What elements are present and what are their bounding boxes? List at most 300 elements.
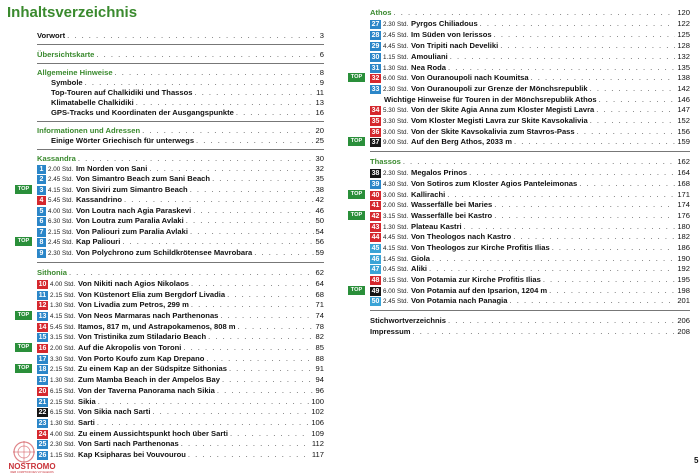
entry-page-number: 192 (677, 264, 690, 273)
tour-entry[interactable] (17, 311, 324, 321)
toc-entry[interactable] (370, 316, 690, 326)
tour-duration: 2.45 Std. (48, 239, 74, 246)
entry-page-number: 159 (677, 137, 690, 146)
entry-page-number: 198 (677, 286, 690, 295)
tour-number-badge: 18 (38, 366, 47, 373)
leader-dots (96, 50, 317, 60)
leader-dots (510, 296, 676, 306)
toc-entry[interactable] (37, 31, 324, 41)
entry-label: Von Loutra zum Paralia Avlaki (76, 216, 184, 225)
entry-label: Kallirachi (411, 190, 446, 199)
entry-page-number: 88 (315, 354, 324, 363)
toc-entry[interactable] (370, 8, 690, 18)
entry-page-number: 8 (319, 68, 324, 77)
tour-entry[interactable] (370, 243, 690, 253)
entry-label: Zu einem Aussichtspunkt hoch über Sarti (78, 429, 228, 438)
tour-number-badge: 37 (371, 139, 380, 146)
leader-dots (67, 31, 318, 41)
entry-label: Klimatabelle Chalkidiki (51, 98, 134, 107)
tour-entry[interactable] (370, 222, 690, 232)
leader-dots (448, 63, 675, 73)
leader-dots (577, 127, 676, 137)
section-divider (37, 149, 324, 150)
leader-dots (196, 136, 314, 146)
tour-entry[interactable] (37, 164, 324, 174)
tour-duration: 1.30 Std. (383, 224, 409, 231)
entry-label: Kap Ksipharas bei Vouvourou (78, 450, 186, 459)
entry-label: Top-Touren auf Chalkidiki und Thassos (51, 88, 193, 97)
section-divider (37, 121, 324, 122)
tour-number-badge: 38 (371, 170, 380, 177)
tour-number-badge: 2 (37, 175, 46, 184)
tour-entry[interactable] (37, 174, 324, 184)
toc-entry[interactable] (37, 126, 324, 136)
tour-duration: 1.15 Std. (383, 54, 409, 61)
top-tour-badge: TOP (15, 364, 32, 373)
leader-dots (206, 354, 313, 364)
tour-entry[interactable] (350, 286, 690, 296)
entry-label: Kassandrino (76, 195, 122, 204)
tour-duration: 4.00 Std. (50, 431, 76, 438)
entry-label: Thassos (370, 157, 401, 166)
tour-number-badge: 41 (371, 202, 380, 209)
leader-dots (85, 78, 318, 88)
tour-entry[interactable] (370, 200, 690, 210)
entry-label: Auf den Berg Athos, 2033 m (411, 137, 512, 146)
entry-page-number: 59 (315, 248, 324, 257)
leader-dots (236, 108, 314, 118)
leader-dots (188, 450, 310, 460)
leader-dots (549, 286, 675, 296)
tour-entry[interactable] (37, 418, 324, 428)
tour-number-badge: 3 (37, 186, 46, 195)
tour-entry[interactable] (37, 439, 324, 449)
tour-entry[interactable] (370, 264, 690, 274)
leader-dots (513, 232, 675, 242)
top-tour-badge: TOP (15, 343, 32, 352)
tour-duration: 3.30 Std. (50, 356, 76, 363)
tour-duration: 2.15 Std. (50, 366, 76, 373)
leader-dots (413, 327, 676, 337)
top-tour-badge: TOP (15, 311, 32, 320)
tour-duration: 5.45 Std. (48, 197, 74, 204)
leader-dots (599, 95, 676, 105)
tour-entry[interactable] (370, 275, 690, 285)
tour-number-badge: 30 (371, 54, 380, 61)
entry-label: Von Potamia zur Kirche Profitis Ilias (411, 275, 541, 284)
entry-label: Athos (370, 8, 392, 17)
tour-number-badge: 13 (38, 313, 47, 320)
section-divider (37, 44, 324, 45)
entry-page-number: 208 (677, 327, 690, 336)
tour-number-badge: 46 (371, 256, 380, 263)
toc-entry[interactable] (37, 50, 324, 60)
tour-entry[interactable] (370, 232, 690, 242)
tour-number-badge: 40 (371, 192, 380, 199)
tour-entry[interactable] (37, 248, 324, 258)
entry-label: Von Polychrono zum Schildkrötensee Mavrobara (76, 248, 253, 257)
leader-dots (229, 364, 314, 374)
entry-label: Wasserfälle bei Kastro (411, 211, 493, 220)
entry-label: Im Süden von Ierissos (411, 30, 492, 39)
entry-page-number: 112 (311, 439, 324, 448)
tour-duration: 6.00 Std. (383, 288, 409, 295)
entry-label: Von der Skite Agia Anna zum Kloster Megisti Lavra (411, 105, 595, 114)
tour-number-badge: 21 (38, 399, 47, 406)
tour-number-badge: 8 (37, 238, 46, 247)
entry-page-number: 102 (311, 407, 324, 416)
entry-label: Von Neos Marmaras nach Parthenonas (78, 311, 219, 320)
entry-page-number: 109 (311, 429, 324, 438)
leader-dots (514, 137, 675, 147)
tour-duration: 3.00 Std. (383, 192, 409, 199)
entry-page-number: 82 (315, 332, 324, 341)
tour-duration: 9.00 Std. (383, 139, 409, 146)
leader-dots (450, 52, 676, 62)
entry-page-number: 9 (319, 78, 324, 87)
tour-entry[interactable] (350, 211, 690, 221)
leader-dots (254, 248, 313, 258)
tour-number-badge: 10 (38, 281, 47, 288)
entry-label: Von Nikiti nach Agios Nikolaos (78, 279, 189, 288)
tour-entry[interactable] (37, 407, 324, 417)
entry-page-number: 94 (315, 375, 324, 384)
tour-number-badge: 11 (38, 292, 47, 299)
tour-entry[interactable] (370, 168, 690, 178)
tour-entry[interactable] (37, 322, 324, 332)
tour-number-badge: 39 (371, 181, 380, 188)
tour-duration: 4.30 Std. (383, 181, 409, 188)
tour-number-badge: 45 (371, 245, 380, 252)
tour-number-badge: 5 (37, 207, 46, 216)
tour-number-badge: 7 (37, 228, 46, 237)
tour-entry[interactable] (17, 237, 324, 247)
tour-duration: 6.30 Std. (48, 218, 74, 225)
tour-number-badge: 50 (371, 298, 380, 305)
leader-dots (230, 429, 309, 439)
entry-page-number: 125 (677, 30, 690, 39)
entry-label: Megalos Prinos (411, 168, 468, 177)
section-divider (37, 63, 324, 64)
entry-page-number: 142 (677, 84, 690, 93)
tour-duration: 4.45 Std. (383, 43, 409, 50)
tour-duration: 1.30 Std. (50, 302, 76, 309)
entry-label: Von der Skite Kavsokalivia zum Stavros-Pass (411, 127, 575, 136)
leader-dots (136, 98, 314, 108)
leader-dots (531, 73, 676, 83)
entry-page-number: 156 (677, 127, 690, 136)
toc-entry[interactable] (37, 136, 324, 146)
section-divider (37, 262, 324, 263)
leader-dots (98, 397, 310, 407)
entry-label: Wasserfälle bei Maries (411, 200, 493, 209)
tour-duration: 1.30 Std. (50, 377, 76, 384)
tour-number-badge: 27 (371, 21, 380, 28)
tour-entry[interactable] (370, 30, 690, 40)
tour-entry[interactable] (37, 290, 324, 300)
tour-number-badge: 4 (37, 196, 46, 205)
tour-duration: 6.15 Std. (50, 388, 76, 395)
tour-entry[interactable] (350, 190, 690, 200)
entry-page-number: 50 (315, 216, 324, 225)
entry-page-number: 74 (315, 311, 324, 320)
tour-number-badge: 43 (371, 224, 380, 231)
entry-page-number: 11 (316, 88, 324, 97)
tour-entry[interactable] (37, 354, 324, 364)
entry-label: Im Norden von Sani (76, 164, 148, 173)
tour-number-badge: 32 (371, 75, 380, 82)
tour-number-badge: 14 (38, 324, 47, 331)
tour-entry[interactable] (370, 296, 690, 306)
entry-label: Von Paliouri zum Paralia Avlaki (76, 227, 188, 236)
leader-dots (238, 322, 314, 332)
entry-page-number: 91 (315, 364, 324, 373)
tour-number-badge: 9 (37, 249, 46, 258)
entry-label: Wichtige Hinweise für Touren in der Mönchsrepublik Athos (384, 95, 597, 104)
leader-dots (152, 407, 309, 417)
tour-number-badge: 12 (38, 302, 47, 309)
leader-dots (142, 126, 313, 136)
leader-dots (149, 164, 313, 174)
entry-page-number: 186 (677, 243, 690, 252)
tour-duration: 6.00 Std. (383, 75, 409, 82)
tour-duration: 1.45 Std. (383, 256, 409, 263)
leader-dots (447, 190, 675, 200)
entry-label: Von Sotiros zum Kloster Agios Panteleimonas (411, 179, 578, 188)
entry-label: Aliki (411, 264, 428, 273)
tour-entry[interactable] (17, 185, 324, 195)
entry-label: Von Potamia auf den Ipsarion, 1204 m (411, 286, 548, 295)
tour-entry[interactable] (37, 332, 324, 342)
tour-entry[interactable] (17, 343, 324, 353)
tour-duration: 2.30 Std. (50, 441, 76, 448)
entry-label: Von Küstenort Elia zum Bergdorf Livadia (78, 290, 226, 299)
page-title: Inhaltsverzeichnis (7, 4, 138, 21)
toc-entry[interactable] (37, 98, 324, 108)
entry-label: Itamos, 817 m, und Astrapokamenos, 808 m (78, 322, 236, 331)
tour-entry[interactable] (370, 127, 690, 137)
tour-number-badge: 1 (37, 165, 46, 174)
nostromo-logo (2, 440, 62, 474)
leader-dots (183, 343, 313, 353)
entry-label: Von der Taverna Panorama nach Sikia (78, 386, 215, 395)
entry-label: Plateau Kastri (411, 222, 462, 231)
leader-dots (222, 375, 314, 385)
tour-entry[interactable] (370, 179, 690, 189)
entry-page-number: 128 (677, 41, 690, 50)
entry-page-number: 64 (315, 279, 324, 288)
tour-duration: 4.00 Std. (50, 281, 76, 288)
tour-entry[interactable] (370, 52, 690, 62)
entry-page-number: 135 (677, 63, 690, 72)
tour-entry[interactable] (370, 19, 690, 29)
tour-number-badge: 15 (38, 334, 47, 341)
tour-duration: 6.15 Std. (50, 409, 76, 416)
entry-page-number: 78 (315, 322, 324, 331)
section-divider (370, 310, 690, 311)
tour-number-badge: 16 (38, 345, 47, 352)
entry-label: Nea Roda (411, 63, 447, 72)
entry-label: Auf die Akropolis von Toroni (78, 343, 182, 352)
tour-duration: 1.30 Std. (50, 420, 76, 427)
leader-dots (217, 386, 314, 396)
entry-page-number: 68 (315, 290, 324, 299)
tour-entry[interactable] (350, 137, 690, 147)
leader-dots (191, 279, 314, 289)
entry-page-number: 182 (677, 232, 690, 241)
leader-dots (469, 168, 675, 178)
tour-duration: 8.15 Std. (383, 277, 409, 284)
tour-duration: 2.45 Std. (48, 176, 74, 183)
leader-dots (500, 41, 675, 51)
tour-entry[interactable] (17, 364, 324, 374)
entry-label: Von Theologos nach Kastro (411, 232, 512, 241)
tour-entry[interactable] (350, 73, 690, 83)
tour-duration: 5.30 Std. (383, 107, 409, 114)
top-tour-badge: TOP (348, 286, 365, 295)
leader-dots (494, 200, 675, 210)
entry-page-number: 13 (315, 98, 324, 107)
leader-dots (191, 300, 314, 310)
top-tour-badge: TOP (15, 185, 32, 194)
tour-duration: 3.15 Std. (383, 213, 409, 220)
leader-dots (194, 88, 314, 98)
tour-number-badge: 31 (371, 65, 380, 72)
tour-number-badge: 44 (371, 234, 380, 241)
tour-entry[interactable] (370, 84, 690, 94)
entry-label: Giola (411, 254, 430, 263)
toc-entry[interactable] (37, 108, 324, 118)
tour-duration: 2.15 Std. (50, 399, 76, 406)
tour-number-badge: 34 (371, 107, 380, 114)
entry-page-number: 6 (319, 50, 324, 59)
tour-entry[interactable] (37, 450, 324, 460)
tour-number-badge: 49 (371, 288, 380, 295)
entry-label: Übersichtskarte (37, 50, 95, 59)
toc-entry[interactable] (370, 157, 690, 167)
toc-entry[interactable] (37, 88, 324, 98)
top-tour-badge: TOP (348, 137, 365, 146)
top-tour-badge: TOP (348, 211, 365, 220)
toc-entry[interactable] (370, 95, 690, 105)
tour-entry[interactable] (37, 279, 324, 289)
entry-label: Von Tristinika zum Stiladario Beach (78, 332, 207, 341)
entry-label: Zum Mamba Beach in der Ampelos Bay (78, 375, 220, 384)
entry-page-number: 71 (315, 300, 324, 309)
entry-page-number: 190 (677, 254, 690, 263)
toc-entry[interactable] (37, 154, 324, 164)
tour-entry[interactable] (37, 206, 324, 216)
tour-entry[interactable] (370, 254, 690, 264)
toc-entry[interactable] (370, 327, 690, 337)
entry-label: GPS-Tracks und Koordinaten der Ausgangspunkte (51, 108, 234, 117)
leader-dots (429, 264, 675, 274)
tour-entry[interactable] (37, 216, 324, 226)
svg-text:WEB COMPTOIR DES VOYAGEURS: WEB COMPTOIR DES VOYAGEURS (10, 471, 54, 474)
leader-dots (596, 105, 675, 115)
tour-entry[interactable] (37, 375, 324, 385)
tour-duration: 4.00 Std. (48, 208, 74, 215)
tour-duration: 2.15 Std. (48, 229, 74, 236)
leader-dots (394, 8, 676, 18)
tour-entry[interactable] (370, 63, 690, 73)
top-tour-badge: TOP (15, 237, 32, 246)
tour-number-badge: 48 (371, 277, 380, 284)
entry-page-number: 100 (311, 397, 324, 406)
page-number: 5 (694, 456, 699, 465)
entry-page-number: 32 (315, 164, 324, 173)
entry-label: Vorwort (37, 31, 66, 40)
leader-dots (579, 179, 675, 189)
tour-duration: 3.00 Std. (383, 129, 409, 136)
tour-duration: 2.45 Std. (383, 298, 409, 305)
entry-label: Informationen und Adressen (37, 126, 141, 135)
entry-page-number: 38 (315, 185, 324, 194)
tour-entry[interactable] (37, 195, 324, 205)
tour-duration: 4.15 Std. (50, 313, 76, 320)
tour-entry[interactable] (37, 227, 324, 237)
entry-label: Von Ouranoupoli nach Koumitsa (411, 73, 529, 82)
leader-dots (186, 216, 314, 226)
leader-dots (190, 185, 314, 195)
entry-page-number: 138 (677, 73, 690, 82)
toc-entry[interactable] (37, 78, 324, 88)
tour-number-badge: 25 (38, 441, 47, 448)
entry-label: Von Sarti nach Parthenonas (78, 439, 179, 448)
leader-dots (432, 254, 675, 264)
tour-entry[interactable] (37, 386, 324, 396)
leader-dots (552, 243, 676, 253)
tour-entry[interactable] (37, 397, 324, 407)
entry-page-number: 132 (677, 52, 690, 61)
tour-entry[interactable] (37, 300, 324, 310)
entry-label: Sithonia (37, 268, 67, 277)
entry-page-number: 206 (677, 316, 690, 325)
entry-label: Von Livadia zum Petros, 299 m (78, 300, 189, 309)
leader-dots (227, 290, 313, 300)
entry-page-number: 122 (677, 19, 690, 28)
tour-number-badge: 22 (38, 409, 47, 416)
entry-page-number: 174 (677, 200, 690, 209)
entry-label: Von Tripiti nach Develiki (411, 41, 499, 50)
entry-label: Pyrgos Chiliadous (411, 19, 478, 28)
leader-dots (590, 116, 676, 126)
entry-label: Von Theologos zur Kirche Profitis Ilias (411, 243, 550, 252)
entry-page-number: 42 (315, 195, 324, 204)
tour-entry[interactable] (370, 116, 690, 126)
entry-page-number: 162 (677, 157, 690, 166)
tour-duration: 2.00 Std. (50, 345, 76, 352)
tour-entry[interactable] (370, 105, 690, 115)
entry-label: Von Potamia nach Panagia (411, 296, 508, 305)
entry-label: Von Sikia nach Sarti (78, 407, 151, 416)
toc-entry[interactable] (37, 268, 324, 278)
entry-page-number: 164 (677, 168, 690, 177)
entry-label: Stichwortverzeichnis (370, 316, 446, 325)
tour-entry[interactable] (37, 429, 324, 439)
entry-label: Einige Wörter Griechisch für unterwegs (51, 136, 195, 145)
entry-label: Von Porto Koufo zum Kap Drepano (78, 354, 205, 363)
toc-entry[interactable] (37, 68, 324, 78)
tour-duration: 2.30 Std. (383, 21, 409, 28)
entry-page-number: 46 (315, 206, 324, 215)
tour-duration: 0.45 Std. (383, 266, 409, 273)
tour-duration: 2.15 Std. (50, 292, 76, 299)
entry-page-number: 168 (677, 179, 690, 188)
entry-label: Kassandra (37, 154, 76, 163)
leader-dots (97, 418, 309, 428)
tour-entry[interactable] (370, 41, 690, 51)
